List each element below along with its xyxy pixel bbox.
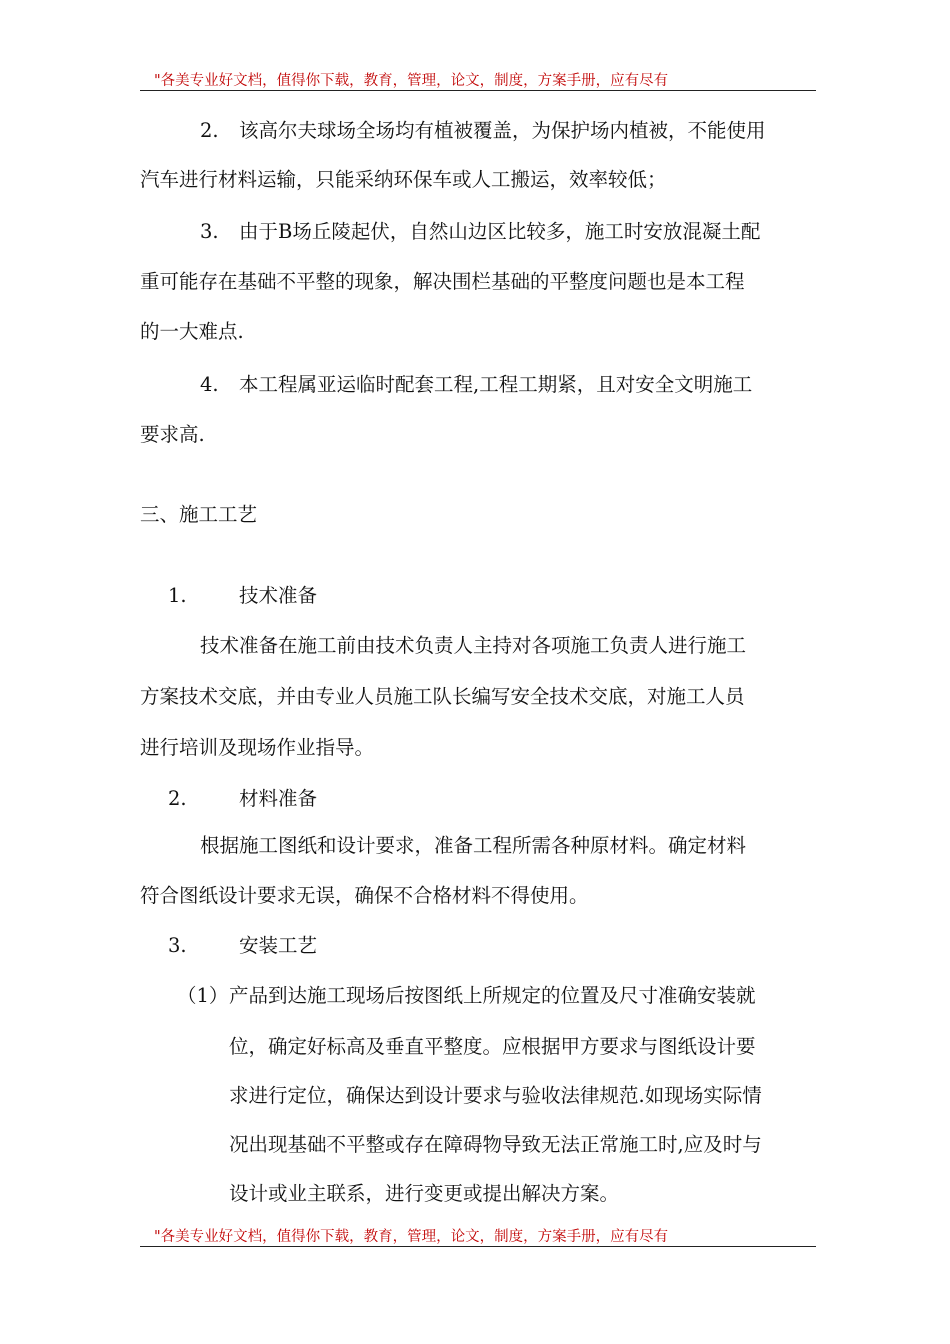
step-1-number: （1） — [177, 984, 229, 1007]
item-3-line-2: 重可能存在基础不平整的现象，解决围栏基础的平整度问题也是本工程 — [140, 270, 745, 293]
sub-1-line-3: 进行培训及现场作业指导。 — [140, 736, 375, 759]
sub-2-number: 2. — [168, 787, 187, 810]
sub-1-line-1: 技术准备在施工前由技术负责人主持对各项施工负责人进行施工 — [200, 634, 747, 657]
header-text: "各美专业好文档，值得你下载，教育，管理，论文，制度，方案手册，应有尽有 — [154, 73, 669, 89]
item-2-line-2: 汽车进行材料运输，只能采纳环保车或人工搬运，效率较低； — [140, 168, 667, 191]
step-1-line-1: 产品到达施工现场后按图纸上所规定的位置及尺寸准确安装就 — [229, 984, 756, 1007]
sub-2-line-1: 根据施工图纸和设计要求，准备工程所需各种原材料。确定材料 — [200, 834, 747, 857]
sub-1-line-2: 方案技术交底，并由专业人员施工队长编写安全技术交底，对施工人员 — [140, 685, 745, 708]
item-3-line-1: 由于B场丘陵起伏，自然山边区比较多，施工时安放混凝土配 — [239, 220, 761, 243]
item-4-line-1: 本工程属亚运临时配套工程,工程工期紧，且对安全文明施工 — [239, 373, 753, 396]
step-1-line-3: 求进行定位，确保达到设计要求与验收法律规范.如现场实际情 — [229, 1084, 762, 1107]
page-header — [140, 72, 816, 91]
sub-2-title: 材料准备 — [239, 787, 318, 810]
section-heading: 三、施工工艺 — [140, 503, 258, 526]
item-4-number: 4. — [200, 373, 219, 396]
sub-1-title: 技术准备 — [239, 584, 318, 607]
sub-3-title: 安装工艺 — [239, 934, 318, 957]
step-1-line-5: 设计或业主联系，进行变更或提出解决方案。 — [229, 1182, 620, 1205]
step-1-line-4: 况出现基础不平整或存在障碍物导致无法正常施工时,应及时与 — [229, 1133, 762, 1156]
page-footer — [140, 1228, 816, 1247]
item-2-line-1: 该高尔夫球场全场均有植被覆盖，为保护场内植被，不能使用 — [239, 119, 766, 142]
item-3-number: 3. — [200, 220, 219, 243]
sub-2-line-2: 符合图纸设计要求无误，确保不合格材料不得使用。 — [140, 884, 589, 907]
item-3-line-3: 的一大难点. — [140, 320, 244, 343]
footer-text: "各美专业好文档，值得你下载，教育，管理，论文，制度，方案手册，应有尽有 — [154, 1229, 669, 1245]
sub-3-number: 3. — [168, 934, 187, 957]
item-2-number: 2. — [200, 119, 219, 142]
item-4-line-2: 要求高. — [140, 423, 205, 446]
step-1-line-2: 位，确定好标高及垂直平整度。应根据甲方要求与图纸设计要 — [229, 1035, 756, 1058]
sub-1-number: 1. — [168, 584, 187, 607]
